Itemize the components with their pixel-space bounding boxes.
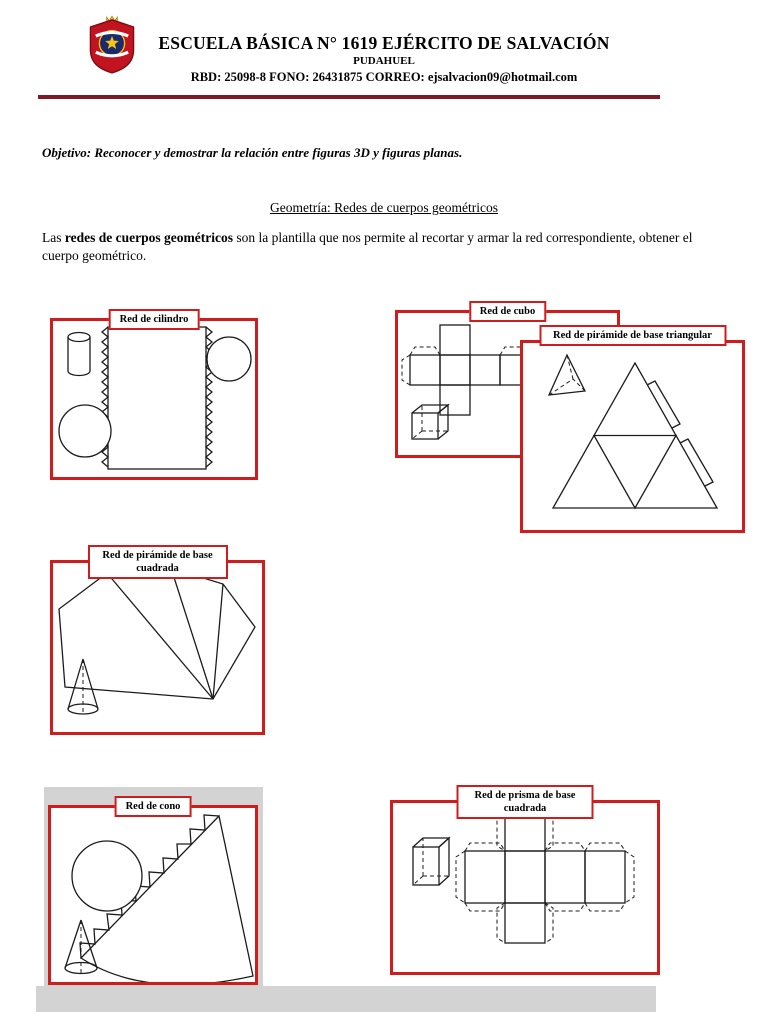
intro-prefix: Las	[42, 230, 65, 245]
figure-label-square-pyramid: Red de pirámide de base cuadrada	[88, 545, 228, 579]
header-divider	[38, 95, 660, 99]
intro-bold-term: redes de cuerpos geométricos	[64, 230, 233, 245]
figure-label-square-prism: Red de prisma de base cuadrada	[457, 785, 594, 819]
intro-paragraph	[42, 229, 732, 265]
figure-cylinder-net	[50, 314, 258, 480]
school-name: ESCUELA BÁSICA N° 1619 EJÉRCITO DE SALVACIÓN	[158, 33, 610, 53]
square-prism-net-diagram	[393, 803, 657, 972]
scan-grey-strip	[36, 986, 656, 1012]
figure-cone-net	[48, 801, 258, 985]
cone-net-diagram	[51, 808, 255, 982]
figure-square-prism-net	[390, 790, 660, 975]
figure-label-triangular-pyramid: Red de pirámide de base triangular	[539, 325, 726, 346]
section-title: Geometría: Redes de cuerpos geométricos	[270, 200, 498, 215]
intro-suffix: son la plantilla que nos permite al recortar y armar la red correspondiente, obtener el cuerpo geométrico.	[42, 230, 693, 264]
school-location: PUDAHUEL	[353, 55, 415, 67]
figure-label-cube: Red de cubo	[469, 301, 546, 322]
figure-label-cylinder: Red de cilindro	[109, 309, 200, 330]
figure-label-cone: Red de cono	[115, 796, 192, 817]
header-text	[0, 33, 768, 85]
school-contact-line: RBD: 25098-8 FONO: 26431875 CORREO: ejsalvacion09@hotmail.com	[190, 70, 578, 84]
objective-text: Objetivo: Reconocer y demostrar la relación entre figuras 3D y figuras planas.	[42, 145, 463, 160]
square-pyramid-net-diagram	[53, 563, 262, 732]
cylinder-net-diagram	[53, 321, 255, 477]
triangular-pyramid-net-diagram	[523, 343, 742, 530]
figure-triangular-pyramid-net	[520, 330, 745, 533]
figure-square-pyramid-net	[50, 550, 265, 735]
